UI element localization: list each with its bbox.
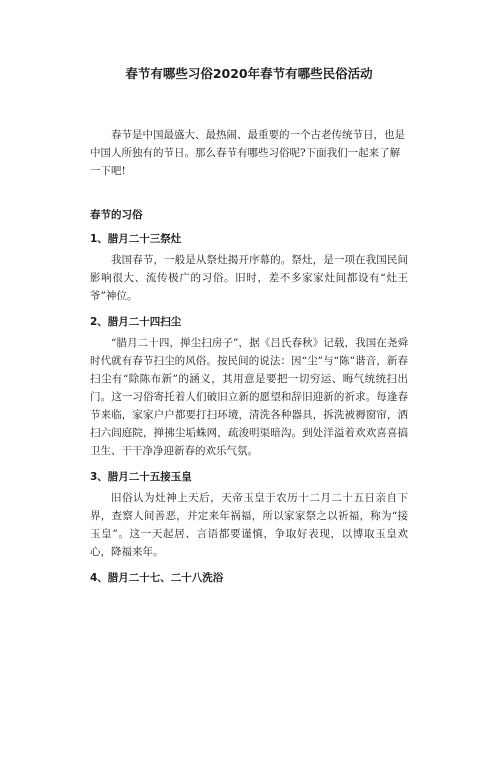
section-title: 春节的习俗 (90, 209, 143, 221)
item-paragraph-3: 旧俗认为灶神上天后，天帝玉皇于农历十二月二十五日亲自下界，查察人间善恶，并定来年祸福，所以家家祭之以祈福，称为“接玉皇”。这一天起居、言语都要谨慎，争取好表现，以博取玉皇欢心，降福来年。 (90, 492, 408, 558)
item-title-2: 2、腊月二十四扫尘 (90, 316, 182, 328)
intro-paragraph: 春节是中国最盛大、最热闹、最重要的一个古老传统节日，也是中国人所独有的节日。那么春节有哪些习俗呢?下面我们一起来了解一下吧! (90, 129, 405, 177)
item-paragraph-2: “腊月二十四，掸尘扫房子”，据《吕氏春秋》记载，我国在尧舜时代就有春节扫尘的风俗。按民间的说法：因“尘”与“陈”谐音，新春扫尘有“除陈布新”的涵义，其用意是要把一切穷运、晦气统统扫出门。这一习俗寄托着人们破旧立新的愿望和辞旧迎新的祈求。每逢春节来临，家家户户都要打扫环境，清洗各种器具，拆洗被褥窗帘，洒扫六闾庭院，掸拂尘垢蛛网，疏浚明渠暗沟。到处洋溢着欢欢喜喜搞卫生、干干净净迎新春的欢乐气氛。 (90, 337, 408, 457)
item-title-3: 3、腊月二十五接玉皇 (90, 471, 192, 483)
item-paragraph-1: 我国春节，一般是从祭灶揭开序幕的。祭灶，是一项在我国民间影响很大、流传极广的习俗。旧时，差不多家家灶间都设有“灶王爷”神位。 (90, 254, 408, 302)
item-title-4: 4、腊月二十七、二十八洗浴 (90, 572, 224, 584)
document-title: 春节有哪些习俗2020年春节有哪些民俗活动 (125, 66, 373, 81)
item-title-1: 1、腊月二十三祭灶 (90, 233, 182, 245)
document-page (0, 66, 496, 768)
